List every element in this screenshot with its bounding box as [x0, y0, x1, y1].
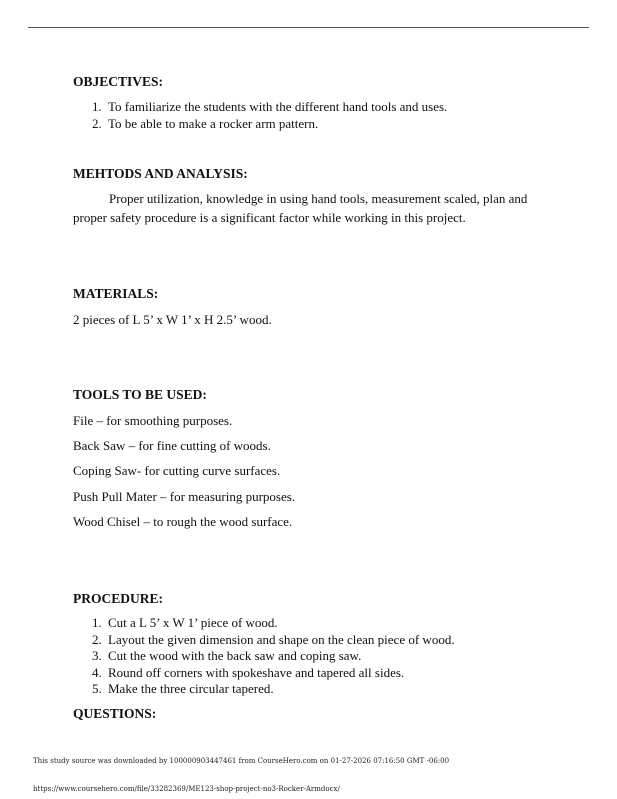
tool-item: File – for smoothing purposes.	[73, 413, 233, 428]
list-text: Make the three circular tapered.	[108, 681, 274, 696]
list-text: To familiarize the students with the different hand tools and uses.	[108, 99, 448, 114]
list-number: 2.	[92, 631, 102, 647]
tool-item: Wood Chisel – to rough the wood surface.	[73, 514, 293, 529]
materials-text: 2 pieces of L 5’ x W 1’ x H 2.5’ wood.	[73, 312, 272, 327]
list-item	[92, 615, 455, 632]
tool-item: Push Pull Mater – for measuring purposes.	[73, 489, 296, 504]
procedure-list	[92, 615, 455, 698]
list-text: Round off corners with spokeshave and tapered all sides.	[108, 664, 405, 680]
methods-heading: MEHTODS AND ANALYSIS:	[73, 166, 248, 181]
questions-heading: QUESTIONS:	[73, 706, 157, 721]
list-text: Cut the wood with the back saw and coping saw.	[108, 648, 362, 663]
list-number: 3.	[92, 648, 102, 663]
download-note: This study source was downloaded by 100000903447461 from CourseHero.com on 01-27-2026 07:16:50 GMT -06:00	[33, 757, 450, 765]
list-number: 4.	[92, 664, 102, 680]
list-text: To be able to make a rocker arm pattern.	[108, 115, 319, 131]
list-number: 1.	[92, 615, 102, 630]
list-text: Cut a L 5’ x W 1’ piece of wood.	[108, 615, 278, 630]
list-item	[92, 632, 455, 649]
list-text: Layout the given dimension and shape on the clean piece of wood.	[108, 631, 455, 647]
materials-heading: MATERIALS:	[73, 286, 159, 301]
list-item	[92, 648, 455, 665]
tools-heading: TOOLS TO BE USED:	[73, 387, 207, 402]
procedure-heading: PROCEDURE:	[73, 591, 163, 606]
tool-item: Coping Saw- for cutting curve surfaces.	[73, 463, 281, 478]
list-item	[92, 681, 455, 698]
tool-item: Back Saw – for fine cutting of woods.	[73, 438, 271, 453]
list-item	[92, 99, 447, 116]
list-item	[92, 665, 455, 682]
list-number: 1.	[92, 99, 102, 114]
objectives-heading: OBJECTIVES:	[73, 74, 164, 89]
objectives-list	[92, 99, 447, 132]
list-number: 2.	[92, 115, 102, 131]
list-number: 5.	[92, 681, 102, 696]
list-item	[92, 116, 447, 133]
top-divider	[28, 27, 589, 28]
methods-paragraph: Proper utilization, knowledge in using hand tools, measurement scaled, plan and proper safety procedure is a significant factor while working in this project.	[73, 191, 528, 225]
source-url[interactable]: https://www.coursehero.com/file/33282369/ME123-shop-project-no3-Rocker-Armdocx/	[33, 785, 340, 793]
